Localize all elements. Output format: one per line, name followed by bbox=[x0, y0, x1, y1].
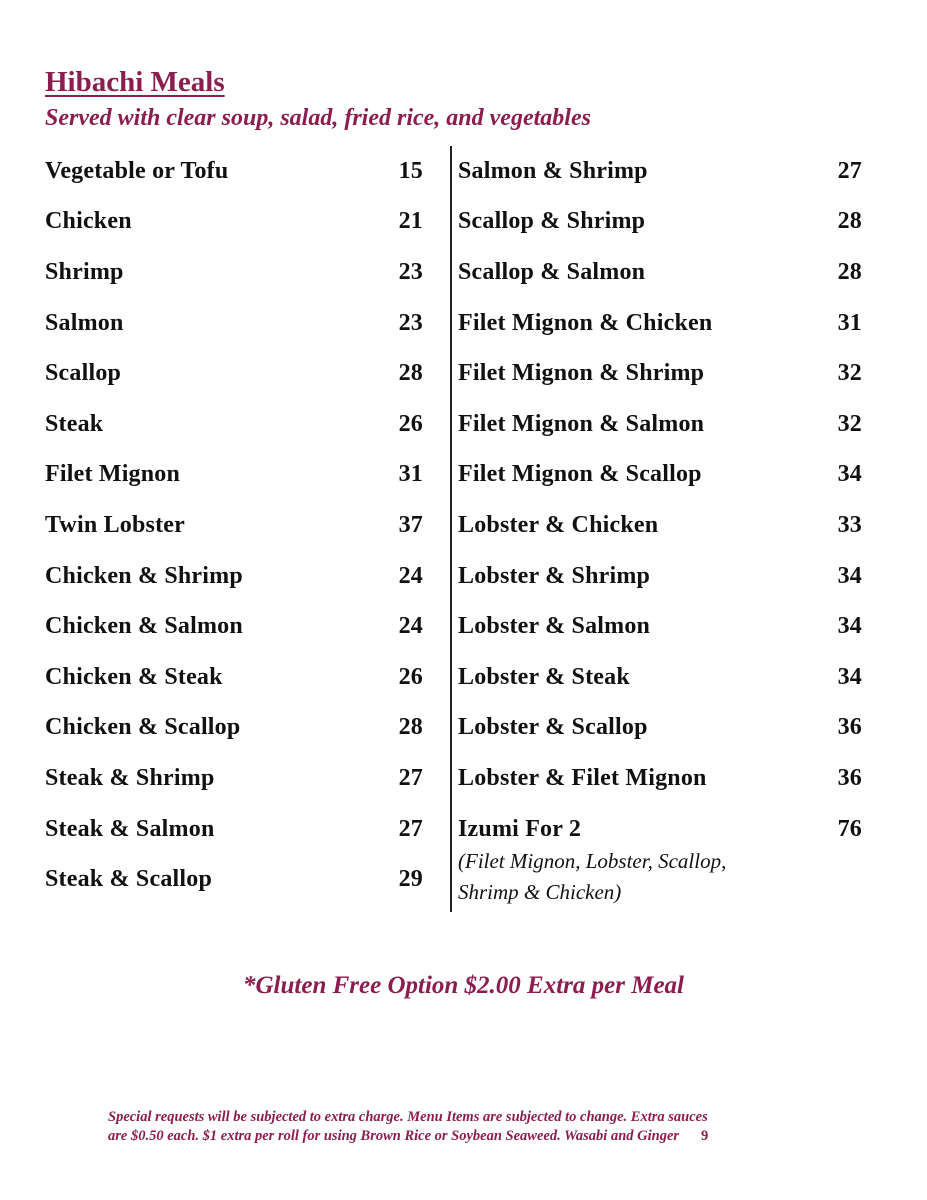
menu-item-price: 26 bbox=[398, 663, 423, 690]
menu-item bbox=[45, 652, 423, 703]
menu-item-price: 32 bbox=[837, 360, 862, 387]
menu-item bbox=[458, 247, 862, 298]
menu-column-right bbox=[458, 146, 862, 854]
menu-item-name: Salmon bbox=[45, 309, 124, 336]
menu-item-name: Chicken bbox=[45, 208, 132, 235]
menu-item-name: Vegetable or Tofu bbox=[45, 157, 229, 184]
menu-item-name: Lobster & Filet Mignon bbox=[458, 764, 707, 791]
menu-item bbox=[458, 703, 862, 754]
menu-item bbox=[45, 854, 423, 905]
menu-item-name: Steak & Salmon bbox=[45, 815, 215, 842]
menu-item-name: Chicken & Salmon bbox=[45, 613, 243, 640]
menu-item-price: 28 bbox=[398, 714, 423, 741]
menu-item-price: 28 bbox=[837, 258, 862, 285]
menu-item-name: Twin Lobster bbox=[45, 511, 185, 538]
menu-item-price: 24 bbox=[398, 562, 423, 589]
menu-item bbox=[458, 500, 862, 551]
menu-item-price: 34 bbox=[837, 461, 862, 488]
menu-item bbox=[45, 551, 423, 602]
menu-item-name: Lobster & Steak bbox=[458, 663, 630, 690]
menu-item-name: Filet Mignon & Scallop bbox=[458, 461, 702, 488]
menu-item-name: Filet Mignon & Chicken bbox=[458, 309, 713, 336]
menu-item bbox=[458, 450, 862, 501]
menu-item-price: 34 bbox=[837, 663, 862, 690]
menu-item bbox=[45, 146, 423, 197]
menu-item bbox=[45, 298, 423, 349]
menu-column-left bbox=[45, 146, 423, 905]
menu-item bbox=[45, 348, 423, 399]
menu-item-price: 23 bbox=[398, 258, 423, 285]
page-title: Hibachi Meals bbox=[45, 66, 225, 98]
menu-item-name: Chicken & Shrimp bbox=[45, 562, 243, 589]
footer-disclaimer bbox=[108, 1108, 808, 1146]
menu-item-price: 31 bbox=[398, 461, 423, 488]
menu-item-name: Chicken & Scallop bbox=[45, 714, 241, 741]
menu-item bbox=[458, 348, 862, 399]
menu-item-price: 24 bbox=[398, 613, 423, 640]
menu-item bbox=[45, 247, 423, 298]
izumi-description-line: Shrimp & Chicken) bbox=[458, 880, 622, 904]
menu-item-name: Filet Mignon bbox=[45, 461, 181, 488]
menu-item bbox=[458, 551, 862, 602]
menu-item-name: Steak bbox=[45, 410, 104, 437]
menu-item bbox=[458, 146, 862, 197]
menu-item bbox=[458, 298, 862, 349]
menu-item-price: 37 bbox=[398, 511, 423, 538]
menu-item-price: 76 bbox=[837, 815, 862, 842]
menu-item bbox=[45, 703, 423, 754]
menu-item-name: Lobster & Salmon bbox=[458, 613, 651, 640]
menu-item bbox=[45, 450, 423, 501]
menu-item-name: Scallop bbox=[45, 360, 122, 387]
menu-item-price: 26 bbox=[398, 410, 423, 437]
menu-item-name: Scallop & Shrimp bbox=[458, 208, 646, 235]
menu-item-price: 32 bbox=[837, 410, 862, 437]
menu-item-name: Shrimp bbox=[45, 258, 124, 285]
menu-item-name: Steak & Scallop bbox=[45, 866, 213, 893]
gluten-free-note: *Gluten Free Option $2.00 Extra per Meal bbox=[243, 972, 684, 999]
izumi-description bbox=[458, 846, 798, 908]
menu-item-price: 15 bbox=[398, 157, 423, 184]
menu-item-price: 27 bbox=[398, 815, 423, 842]
menu-item-price: 21 bbox=[398, 208, 423, 235]
menu-item-name: Lobster & Shrimp bbox=[458, 562, 651, 589]
menu-item bbox=[458, 753, 862, 804]
menu-item bbox=[45, 197, 423, 248]
menu-item-price: 31 bbox=[837, 309, 862, 336]
page-subtitle: Served with clear soup, salad, fried rice, and vegetables bbox=[45, 105, 591, 131]
menu-item-price: 34 bbox=[837, 562, 862, 589]
menu-item bbox=[458, 652, 862, 703]
menu-item-name: Filet Mignon & Shrimp bbox=[458, 360, 705, 387]
menu-item-price: 28 bbox=[398, 360, 423, 387]
menu-item-name: Chicken & Steak bbox=[45, 663, 223, 690]
menu-item-price: 36 bbox=[837, 714, 862, 741]
izumi-description-line: (Filet Mignon, Lobster, Scallop, bbox=[458, 849, 727, 873]
menu-item-price: 27 bbox=[837, 157, 862, 184]
menu-item-price: 28 bbox=[837, 208, 862, 235]
menu-item bbox=[458, 601, 862, 652]
menu-item bbox=[458, 197, 862, 248]
column-divider bbox=[450, 146, 452, 912]
menu-item bbox=[45, 500, 423, 551]
menu-item-price: 23 bbox=[398, 309, 423, 336]
menu-item bbox=[45, 804, 423, 855]
menu-item-price: 34 bbox=[837, 613, 862, 640]
menu-item-name: Salmon & Shrimp bbox=[458, 157, 648, 184]
menu-item-name: Lobster & Chicken bbox=[458, 511, 659, 538]
page-number: 9 bbox=[701, 1128, 709, 1144]
menu-item-name: Izumi For 2 bbox=[458, 815, 582, 842]
footer-line-text: are $0.50 each. $1 extra per roll for using Brown Rice or Soybean Seaweed. Wasabi and Ginger bbox=[108, 1128, 680, 1144]
menu-item bbox=[45, 399, 423, 450]
footer-line-2 bbox=[108, 1127, 808, 1146]
menu-item-price: 27 bbox=[398, 764, 423, 791]
menu-item bbox=[458, 399, 862, 450]
menu-item-price: 33 bbox=[837, 511, 862, 538]
footer-line: Special requests will be subjected to extra charge. Menu Items are subjected to change. Extra sauces bbox=[108, 1109, 708, 1125]
menu-item-price: 36 bbox=[837, 764, 862, 791]
menu-item bbox=[45, 601, 423, 652]
menu-item-name: Filet Mignon & Salmon bbox=[458, 410, 705, 437]
menu-item-name: Scallop & Salmon bbox=[458, 258, 646, 285]
menu-item-name: Steak & Shrimp bbox=[45, 764, 215, 791]
menu-item-name: Lobster & Scallop bbox=[458, 714, 648, 741]
menu-item-price: 29 bbox=[398, 866, 423, 893]
menu-item bbox=[45, 753, 423, 804]
